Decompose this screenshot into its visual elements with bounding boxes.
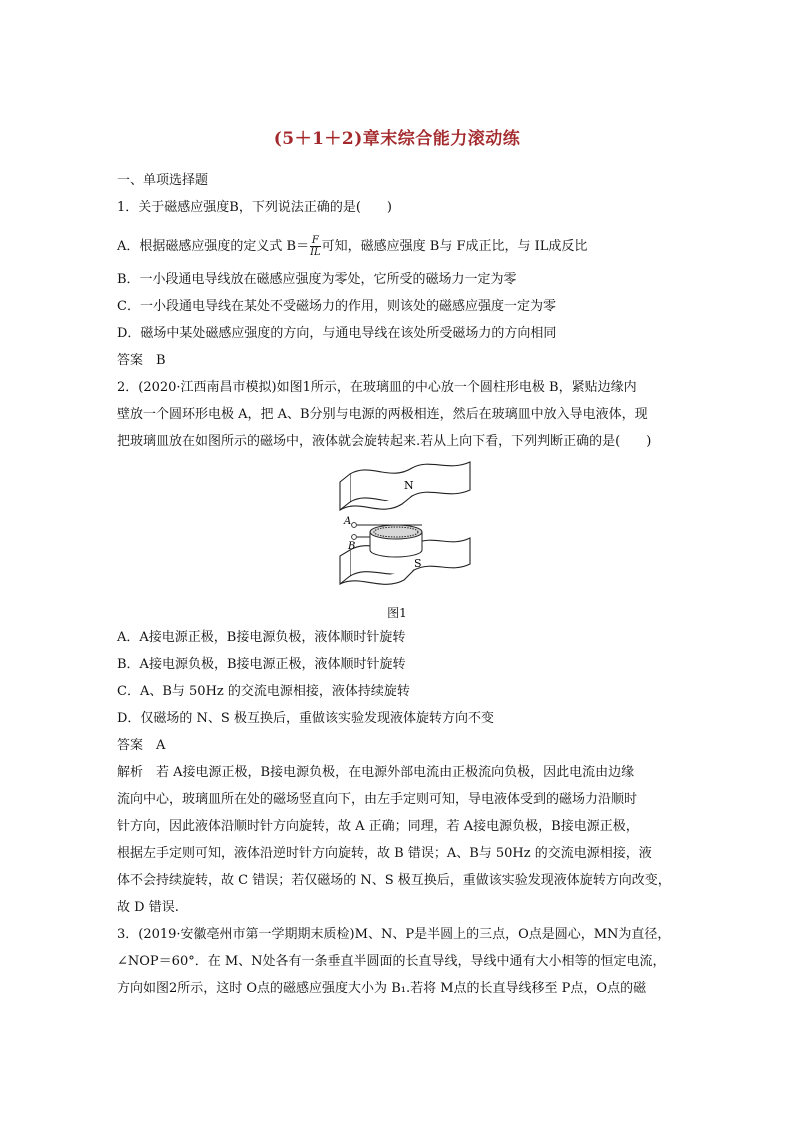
q2-option-d: D．仅磁场的 N、S 极互换后，重做该实验发现液体旋转方向不变 xyxy=(117,711,494,726)
figure-1-magnet-diagram xyxy=(330,452,480,598)
q3-line-2: ∠NOP＝60°．在 M、N处各有一条垂直半圆面的长直导线，导线中通有大小相等的恒定电流， xyxy=(117,954,666,969)
q1-fraction-denominator: IL xyxy=(310,247,321,258)
q2-analysis-line-2: 流向中心，玻璃皿所在处的磁场竖直向下，由左手定则可知，导电液体受到的磁场力沿顺时 xyxy=(117,792,638,807)
q2-option-a: A．A接电源正极，B接电源负极，液体顺时针旋转 xyxy=(117,630,406,645)
q2-answer: 答案 A xyxy=(117,738,166,753)
glass-dish xyxy=(370,525,422,557)
q2-analysis-line-5: 体不会持续旋转，故 C 错误；若仅磁场的 N、S 极互换后，重做该实验发现液体旋转方向改变， xyxy=(117,873,671,888)
q3-line-3: 方向如图2所示，这时 O点的磁感应强度大小为 B₁.若将 M点的长直导线移至 P点，O点的磁 xyxy=(117,981,647,996)
q2-analysis-line-3: 针方向，因此液体沿顺时针方向旋转，故 A 正确；同理，若 A接电源负极，B接电源正极， xyxy=(117,819,639,834)
label-a: A xyxy=(344,516,352,527)
q1-stem: 1．关于磁感应强度B，下列说法正确的是( ) xyxy=(117,200,392,215)
q2-option-b: B．A接电源负极，B接电源正极，液体顺时针旋转 xyxy=(117,657,406,672)
q1-option-d: D．磁场中某处磁感应强度的方向，与通电导线在该处所受磁场力的方向相同 xyxy=(117,326,557,341)
figure-1-caption: 图1 xyxy=(387,606,407,620)
q2-stem-line-1: 2．(2020·江西南昌市模拟)如图1所示，在玻璃皿的中心放一个圆柱形电极 B，紧贴边缘内 xyxy=(117,380,637,395)
label-n: N xyxy=(404,479,414,492)
q1-fraction-numerator: F xyxy=(311,235,319,246)
q2-analysis-line-4: 根据左手定则可知，液体沿逆时针方向旋转，故 B 错误；A、B与 50Hz 的交流电源相接，液 xyxy=(117,846,652,861)
q2-analysis-line-1: 解析 若 A接电源正极，B接电源负极，在电源外部电流由正极流向负极，因此电流由边缘 xyxy=(117,765,635,780)
q1-option-a-pre: A．根据磁感应强度的定义式 B＝ xyxy=(117,239,310,254)
q1-answer: 答案 B xyxy=(117,353,166,368)
label-b: B xyxy=(348,541,356,552)
q1-option-c: C．一小段通电导线在某处不受磁场力的作用，则该处的磁感应强度一定为零 xyxy=(117,299,556,314)
q2-option-c: C．A、B与 50Hz 的交流电源相接，液体持续旋转 xyxy=(117,684,410,699)
q2-analysis-line-6: 故 D 错误. xyxy=(117,900,179,915)
q1-fraction xyxy=(310,235,321,258)
page-title: (5＋1＋2)章末综合能力滚动练 xyxy=(273,129,521,149)
section-heading: 一、单项选择题 xyxy=(117,173,209,188)
q2-stem-line-2: 壁放一个圆环形电极 A，把 A、B分别与电源的两极相连，然后在玻璃皿中放入导电液体，现 xyxy=(117,407,648,422)
terminal-b xyxy=(352,535,357,540)
terminal-a xyxy=(352,523,357,528)
q1-option-a xyxy=(117,235,587,258)
q1-option-b: B．一小段通电导线放在磁感应强度为零处，它所受的磁场力一定为零 xyxy=(117,272,517,287)
q1-option-a-post: 可知，磁感应强度 B与 F成正比，与 IL成反比 xyxy=(321,239,588,254)
q2-stem-line-3: 把玻璃皿放在如图所示的磁场中，液体就会旋转起来.若从上向下看，下列判断正确的是( ) xyxy=(117,434,652,449)
label-s: S xyxy=(414,557,422,570)
q3-line-1: 3．(2019·安徽亳州市第一学期期末质检)M、N、P是半圆上的三点，O点是圆心，MN为直径， xyxy=(117,927,671,942)
